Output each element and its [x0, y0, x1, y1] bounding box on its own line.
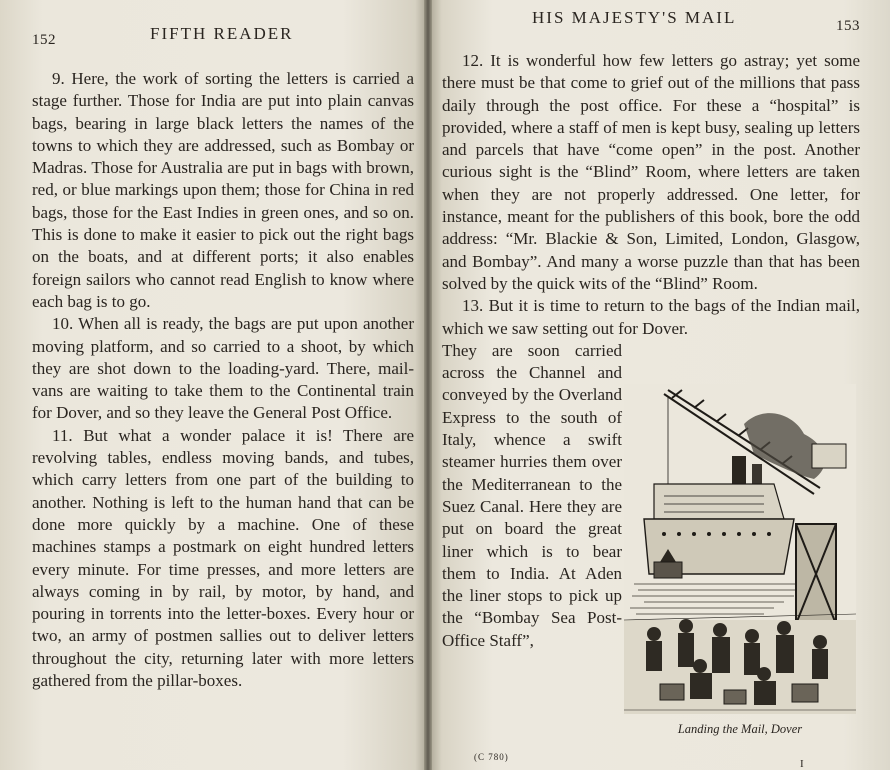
right-page-header [442, 8, 860, 44]
paragraph-13-continued: They are soon carried across the Channel and conveyed by the Overland Express to the south of Italy, whence a swift steamer hurries them over the Mediterranean to the Suez Canal. Here they are put on board the great liner which is to bear them to India. At Aden the liner stops to pick up the “Bombay Sea Post-Office Staff”, [442, 340, 622, 650]
left-page [0, 0, 428, 770]
left-page-header [32, 14, 414, 50]
left-page-text [32, 68, 414, 692]
illustration-landing-mail [624, 384, 856, 742]
paragraph-11: 11. But what a wonder palace it is! There are revolving tables, endless moving bands, and tubes, which carry letters from one part of the building to another. Nothing is left to the human hand that can be done more quickly by a machine. One of these machines stamps a postmark on eight hundred letters every minute. For time presses, and more letters are always coming in by rail, by motor, by hand, and pouring in torrents into the letter-boxes. Every hour or two, an army of postmen sallies out to deliver letters throughout the city, returning later with more letters gathered from the pillar-boxes. [32, 425, 414, 691]
right-page-number: 153 [836, 18, 860, 34]
signature-letter: I [800, 758, 805, 770]
paragraph-9: 9. Here, the work of sorting the letters is carried a stage further. Those for India are put into plain canvas bags, bearing in large black letters the names of the towns to which they are addressed, such as Bombay or Madras. Those for Australia are put in bags with brown, red, or blue markings upon them; those for China in red bags, those for the East Indies in green ones, and so on. This is done to make it easier to pick out the right bags on the boats, and at different ports; it also enables foreign sailors who cannot read English to know where each bag is to go. [32, 69, 414, 311]
book-gutter [424, 0, 432, 770]
paragraph-12: 12. It is wonderful how few letters go astray; yet some there must be that come to grief out of the millions that pass daily through the post office. For these a “hospital” is provided, where a staff of men is kept busy, sealing up letters and parcels that have “come open” in the post. Another curious sight is the “Blind” Room, where letters are taken when they are not properly addressed. One letter, for instance, meant for the publishers of this book, bore the odd address: “Mr. Blackie & Son, Limited, London, Glasgow, and Bombay”. And many a worse puzzle than that has been solved by the quick wits of the “Blind” Room. [442, 51, 860, 293]
signature-code: (C 780) [474, 752, 509, 762]
paragraph-13: 13. But it is time to return to the bags of the Indian mail, which we saw setting out for Dover. [442, 296, 860, 338]
left-page-number: 152 [32, 32, 56, 48]
right-running-title: HIS MAJESTY'S MAIL [532, 8, 737, 27]
right-page [428, 0, 890, 770]
left-running-title: FIFTH READER [150, 24, 294, 43]
steamship-crane-illustration [624, 384, 856, 714]
paragraph-10: 10. When all is ready, the bags are put upon another moving platform, and so carried to a shoot, by which they are shot down to the loading-yard. There, mail-vans are waiting to take them to the Continental train for Dover, and so they leave the General Post Office. [32, 314, 414, 423]
illustration-caption: Landing the Mail, Dover [677, 722, 803, 736]
